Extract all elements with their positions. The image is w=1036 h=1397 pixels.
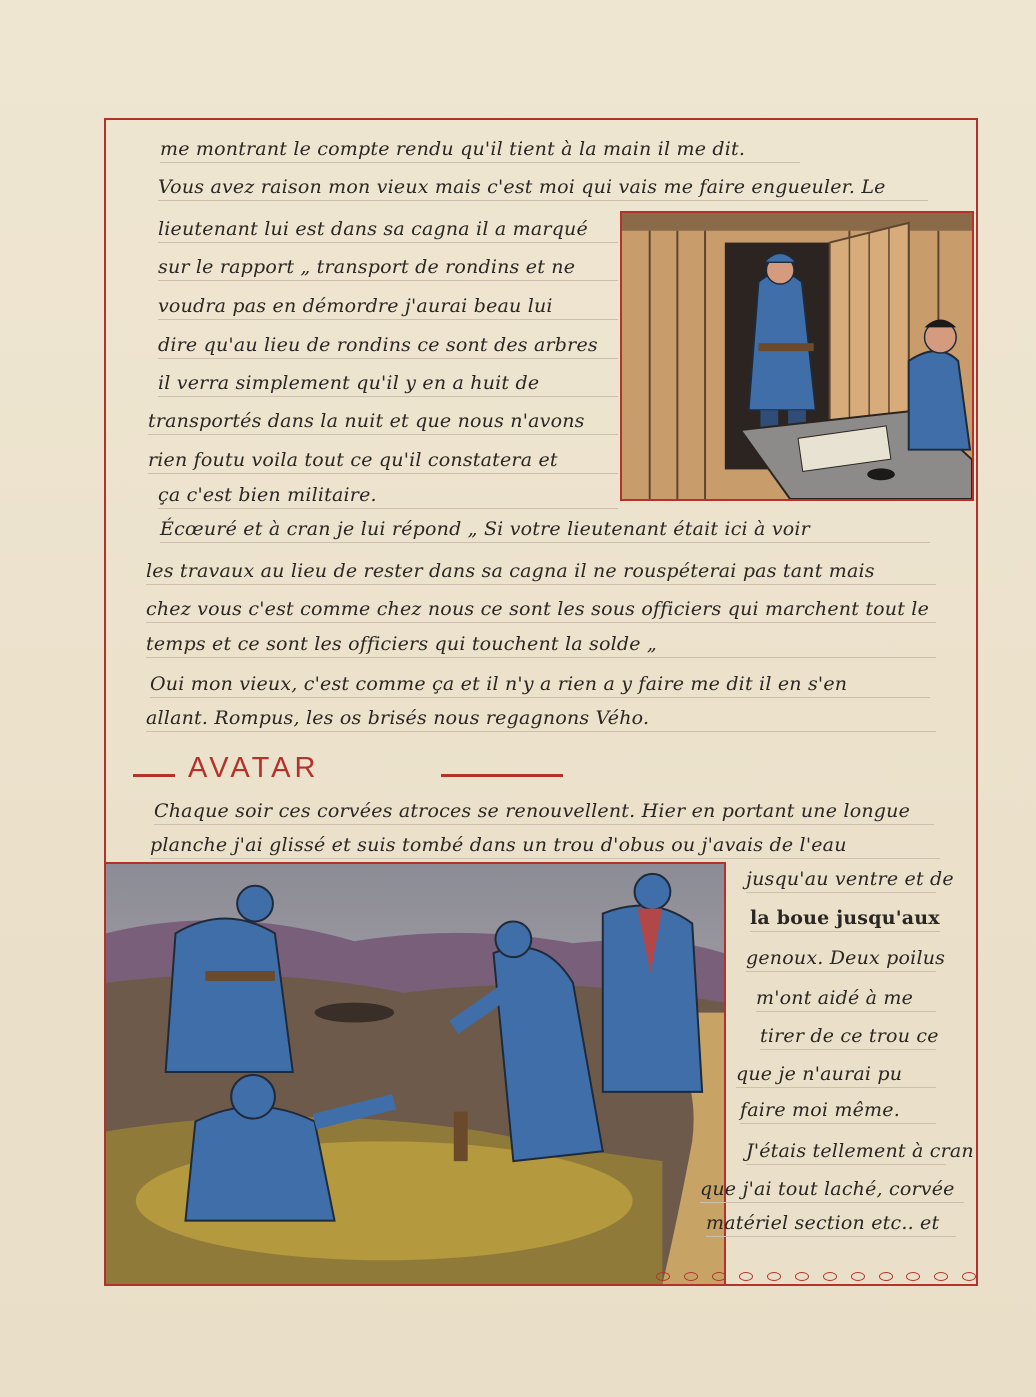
text-line: lieutenant lui est dans sa cagna il a marqué <box>158 218 618 243</box>
text-line: rien foutu voila tout ce qu'il constatera et <box>148 449 618 474</box>
text-line: voudra pas en démordre j'aurai beau lui <box>158 295 618 320</box>
text-line: planche j'ai glissé et suis tombé dans un trou d'obus ou j'avais de l'eau <box>150 834 940 859</box>
ornament-icon <box>712 1272 726 1281</box>
text-line: la boue jusqu'aux <box>750 907 940 929</box>
ornament-icon <box>879 1272 893 1281</box>
text-line: J'étais tellement à cran <box>746 1140 946 1165</box>
ornament-icon <box>823 1272 837 1281</box>
text-line: m'ont aidé à me <box>756 987 936 1012</box>
ornament-icon <box>739 1272 753 1281</box>
section-title: AVATAR <box>188 752 320 784</box>
heading-dash-right <box>441 774 563 777</box>
text-line: il verra simplement qu'il y en a huit de <box>158 372 618 397</box>
text-line: Vous avez raison mon vieux mais c'est moi qui vais me faire engueuler. Le <box>158 176 928 201</box>
text-line: jusqu'au ventre et de <box>746 868 936 893</box>
text-line <box>750 907 940 932</box>
decorative-border <box>656 1268 976 1284</box>
text-line: Oui mon vieux, c'est comme ça et il n'y a rien a y faire me dit il en s'en <box>150 673 930 698</box>
ornament-icon <box>767 1272 781 1281</box>
text-line: me montrant le compte rendu qu'il tient à la main il me dit. <box>160 138 800 163</box>
text-line: Chaque soir ces corvées atroces se renouvellent. Hier en portant une longue <box>154 800 934 825</box>
text-line: faire moi même. <box>740 1099 936 1124</box>
trench-illustration <box>104 862 726 1286</box>
text-line: dire qu'au lieu de rondins ce sont des arbres <box>158 334 618 359</box>
heading-dash-left <box>133 774 175 777</box>
text-line: genoux. Deux poilus <box>746 947 936 972</box>
text-line: matériel section etc.. et <box>706 1212 956 1237</box>
ornament-icon <box>851 1272 865 1281</box>
text-line: que j'ai tout laché, corvée <box>700 1178 964 1203</box>
office-illustration <box>620 211 974 501</box>
section-heading <box>133 752 573 792</box>
text-line: ça c'est bien militaire. <box>158 484 618 509</box>
text-line: Écœuré et à cran je lui répond „ Si votre lieutenant était ici à voir <box>160 518 930 543</box>
text-line: transportés dans la nuit et que nous n'avons <box>148 410 618 435</box>
text-line: les travaux au lieu de rester dans sa cagna il ne rouspéterai pas tant mais <box>146 560 936 585</box>
text-line: chez vous c'est comme chez nous ce sont les sous officiers qui marchent tout le <box>146 598 936 623</box>
ornament-icon <box>656 1272 670 1281</box>
ornament-icon <box>934 1272 948 1281</box>
text-line: tirer de ce trou ce <box>760 1025 936 1050</box>
ornament-icon <box>684 1272 698 1281</box>
ornament-icon <box>795 1272 809 1281</box>
text-line: que je n'aurai pu <box>736 1063 936 1088</box>
text-line: sur le rapport „ transport de rondins et ne <box>158 256 618 281</box>
text-line: allant. Rompus, les os brisés nous regagnons Vého. <box>146 707 936 732</box>
ornament-icon <box>962 1272 976 1281</box>
text-line: temps et ce sont les officiers qui touchent la solde „ <box>146 633 936 658</box>
ornament-icon <box>906 1272 920 1281</box>
